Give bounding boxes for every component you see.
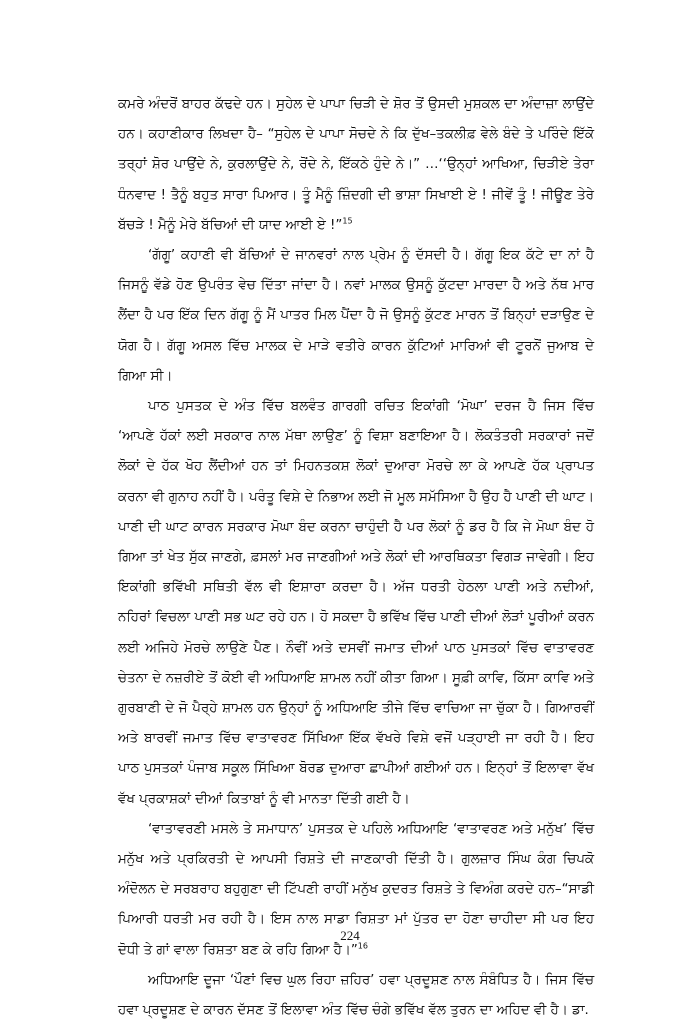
paragraph: ਪਾਠ ਪੁਸਤਕ ਦੇ ਅੰਤ ਵਿੱਚ ਬਲਵੰਤ ਗਾਰਗੀ ਰਚਿਤ ਇਕਾਂਗੀ ‘ਮੋਘਾ’ ਦਰਜ ਹੈ ਜਿਸ ਵਿੱਚ ‘ਆਪਣੇ ਹੱਕਾਂ ਲਈ ਸਰਕਾਰ ਨਾਲ ਮੱਥਾ ਲਾਉਣ’ ਨੂੰ ਵਿਸ਼ਾ ਬਣਾਇਆ ਹੈ। ਲੋਕਤੰਤਰੀ ਸਰਕਾਰਾਂ ਜਦੋਂ ਲੋਕਾਂ ਦੇ ਹੱਕ ਖੋਹ ਲੈਂਦੀਆਂ ਹਨ ਤਾਂ ਮਿਹਨਤਕਸ਼ ਲੋਕਾਂ ਦੁਆਰਾ ਮੋਰਚੇ ਲਾ ਕੇ ਆਪਣੇ ਹੱਕ ਪ੍ਰਾਪਤ ਕਰਨਾ ਵੀ ਗੁਨਾਹ ਨਹੀਂ ਹੈ। ਪਰੰਤੂ ਵਿਸ਼ੇ ਦੇ ਨਿਭਾਅ ਲਈ ਜੋ ਮੂਲ ਸਮੱਸਿਆ ਹੈ ਉਹ ਹੈ ਪਾਣੀ ਦੀ ਘਾਟ। ਪਾਣੀ ਦੀ ਘਾਟ ਕਾਰਨ ਸਰਕਾਰ ਮੋਘਾ ਬੰਦ ਕਰਨਾ ਚਾਹੁੰਦੀ ਹੈ ਪਰ ਲੋਕਾਂ ਨੂੰ ਡਰ ਹੈ ਕਿ ਜੇ ਮੋਘਾ ਬੰਦ ਹੋ ਗਿਆ ਤਾਂ ਖੇਤ ਸੁੱਕ ਜਾਣਗੇ, ਫ਼ਸਲਾਂ ਮਰ ਜਾਣਗੀਆਂ ਅਤੇ ਲੋਕਾਂ ਦੀ ਆਰਥਿਕਤਾ ਵਿਗੜ ਜਾਵੇਗੀ। ਇਹ ਇਕਾਂਗੀ ਭਵਿੱਖੀ ਸਥਿਤੀ ਵੱਲ ਵੀ ਇਸ਼ਾਰਾ ਕਰਦਾ ਹੈ। ਅੱਜ ਧਰਤੀ ਹੇਠਲਾ ਪਾਣੀ ਅਤੇ ਨਦੀਆਂ, ਨਹਿਰਾਂ ਵਿਚਲਾ ਪਾਣੀ ਸਭ ਘਟ ਰਹੇ ਹਨ। ਹੋ ਸਕਦਾ ਹੈ ਭਵਿੱਖ ਵਿੱਚ ਪਾਣੀ ਦੀਆਂ ਲੋੜਾਂ ਪੂਰੀਆਂ ਕਰਨ ਲਈ ਅਜਿਹੇ ਮੋਰਚੇ ਲਾਉਣੇ ਪੈਣ। ਨੌਵੀਂ ਅਤੇ ਦਸਵੀਂ ਜਮਾਤ ਦੀਆਂ ਪਾਠ ਪੁਸਤਕਾਂ ਵਿੱਚ ਵਾਤਾਵਰਣ ਚੇਤਨਾ ਦੇ ਨਜ਼ਰੀਏ ਤੋਂ ਕੋਈ ਵੀ ਅਧਿਆਇ ਸ਼ਾਮਲ ਨਹੀਂ ਕੀਤਾ ਗਿਆ। ਸੂਫ਼ੀ ਕਾਵਿ, ਕਿੱਸਾ ਕਾਵਿ ਅਤੇ ਗੁਰਬਾਣੀ ਦੇ ਜੋ ਪੈਰ੍ਹੇ ਸ਼ਾਮਲ ਹਨ ਉਨ੍ਹਾਂ ਨੂੰ ਅਧਿਆਇ ਤੀਜੇ ਵਿੱਚ ਵਾਚਿਆ ਜਾ ਚੁੱਕਾ ਹੈ। ਗਿਆਰਵੀਂ ਅਤੇ ਬਾਰਵੀਂ ਜਮਾਤ ਵਿੱਚ ਵਾਤਾਵਰਣ ਸਿੱਖਿਆ ਇੱਕ ਵੱਖਰੇ ਵਿਸ਼ੇ ਵਜੋਂ ਪੜ੍ਹਾਈ ਜਾ ਰਹੀ ਹੈ। ਇਹ ਪਾਠ ਪੁਸਤਕਾਂ ਪੰਜਾਬ ਸਕੂਲ ਸਿੱਖਿਆ ਬੋਰਡ ਦੁਆਰਾ ਛਾਪੀਆਂ ਗਈਆਂ ਹਨ। ਇਨ੍ਹਾਂ ਤੋਂ ਇਲਾਵਾ ਵੱਖ ਵੱਖ ਪ੍ਰਕਾਸ਼ਕਾਂ ਦੀਆਂ ਕਿਤਾਬਾਂ ਨੂੰ ਵੀ ਮਾਨਤਾ ਦਿੱਤੀ ਗਈ ਹੈ।	[118, 399, 594, 807]
footnote-ref: 16	[357, 941, 368, 951]
footnote-ref: 15	[342, 216, 353, 226]
page-number: 224	[340, 928, 360, 943]
paragraph: ‘ਵਾਤਾਵਰਣੀ ਮਸਲੇ ਤੇ ਸਮਾਧਾਨ’ ਪੁਸਤਕ ਦੇ ਪਹਿਲੇ ਅਧਿਆਇ ‘ਵਾਤਾਵਰਣ ਅਤੇ ਮਨੁੱਖ’ ਵਿੱਚ ਮਨੁੱਖ ਅਤੇ ਪ੍ਰਕਿਰਤੀ ਦੇ ਆਪਸੀ ਰਿਸ਼ਤੇ ਦੀ ਜਾਣਕਾਰੀ ਦਿੱਤੀ ਹੈ। ਗੁਲਜ਼ਾਰ ਸਿੰਘ ਕੰਗ ਚਿਪਕੋ ਅੰਦੋਲਨ ਦੇ ਸਰਬਰਾਹ ਬਹੁਗੁਣਾ ਦੀ ਟਿੱਪਣੀ ਰਾਹੀਂ ਮਨੁੱਖ ਕੁਦਰਤ ਰਿਸ਼ਤੇ ਤੇ ਵਿਅੰਗ ਕਰਦੇ ਹਨ–“ਸਾਡੀ ਪਿਆਰੀ ਧਰਤੀ ਮਰ ਰਹੀ ਹੈ। ਇਸ ਨਾਲ ਸਾਡਾ ਰਿਸ਼ਤਾ ਮਾਂ ਪੁੱਤਰ ਦਾ ਹੋਣਾ ਚਾਹੀਦਾ ਸੀ ਪਰ ਇਹ ਦੋਧੀ ਤੇ ਗਾਂ ਵਾਲਾ ਰਿਸ਼ਤਾ ਬਣ ਕੇ ਰਹਿ ਗਿਆ ਹੈ।”$^{16}$	[118, 821, 594, 958]
body-text	[118, 90, 594, 1026]
paragraph: ‘ਗੱਗੂ’ ਕਹਾਣੀ ਵੀ ਬੱਚਿਆਂ ਦੇ ਜਾਨਵਰਾਂ ਨਾਲ ਪ੍ਰੇਮ ਨੂੰ ਦੱਸਦੀ ਹੈ। ਗੱਗੂ ਇਕ ਕੱਟੇ ਦਾ ਨਾਂ ਹੈ ਜਿਸਨੂੰ ਵੱਡੇ ਹੋਣ ਉਪਰੰਤ ਵੇਚ ਦਿੱਤਾ ਜਾਂਦਾ ਹੈ। ਨਵਾਂ ਮਾਲਕ ਉਸਨੂੰ ਕੁੱਟਦਾ ਮਾਰਦਾ ਹੈ ਅਤੇ ਨੱਥ ਮਾਰ ਲੈਂਦਾ ਹੈ ਪਰ ਇੱਕ ਦਿਨ ਗੱਗੂ ਨੂੰ ਮੈਂ ਪਾਤਰ ਮਿਲ ਪੈਂਦਾ ਹੈ ਜੋ ਉਸਨੂੰ ਕੁੱਟਣ ਮਾਰਨ ਤੋਂ ਬਿਨ੍ਹਾਂ ਦੜਾਉਣ ਦੇ ਯੋਗ ਹੈ। ਗੱਗੂ ਅਸਲ ਵਿੱਚ ਮਾਲਕ ਦੇ ਮਾੜੇ ਵਤੀਰੇ ਕਾਰਨ ਕੁੱਟਿਆਂ ਮਾਰਿਆਂ ਵੀ ਟੂਰਨੋਂ ਜੁਆਬ ਦੇ ਗਿਆ ਸੀ।	[118, 248, 594, 384]
paragraph: ਕਮਰੇ ਅੰਦਰੋਂ ਬਾਹਰ ਕੱਢਦੇ ਹਨ। ਸੁਹੇਲ ਦੇ ਪਾਪਾ ਚਿੜੀ ਦੇ ਸ਼ੋਰ ਤੋਂ ਉਸਦੀ ਮੁਸ਼ਕਲ ਦਾ ਅੰਦਾਜ਼ਾ ਲਾਉਂਦੇ ਹਨ। ਕਹਾਣੀਕਾਰ ਲਿਖਦਾ ਹੈ– “ਸੁਹੇਲ ਦੇ ਪਾਪਾ ਸੋਚਦੇ ਨੇ ਕਿ ਦੁੱਖ–ਤਕਲੀਫ਼ ਵੇਲੇ ਬੰਦੇ ਤੇ ਪਰਿੰਦੇ ਇੱਕੋ ਤਰ੍ਹਾਂ ਸ਼ੋਰ ਪਾਉਂਦੇ ਨੇ, ਕੁਰਲਾਉਂਦੇ ਨੇ, ਰੋਂਦੇ ਨੇ, ਇੱਕਠੇ ਹੁੰਦੇ ਨੇ।” …‘‘ਉਨ੍ਹਾਂ ਆਖਿਆ, ਚਿੜੀਏ ਤੇਰਾ ਧੰਨਵਾਦ ! ਤੈਨੂੰ ਬਹੁਤ ਸਾਰਾ ਪਿਆਰ। ਤੂੰ ਮੈਨੂੰ ਜ਼ਿੰਦਗੀ ਦੀ ਭਾਸ਼ਾ ਸਿਖਾਈ ਏ ! ਜੀਵੇਂ ਤੂੰ ! ਜੀਊਣ ਤੇਰੇ ਬੱਚੜੇ ! ਮੈਨੂੰ ਮੇਰੇ ਬੱਚਿਆਂ ਦੀ ਯਾਦ ਆਈ ਏ !”$^{15}$	[118, 97, 594, 233]
paragraph: ਅਧਿਆਇ ਦੂਜਾ ‘ਪੌਣਾਂ ਵਿਚ ਘੁਲ ਰਿਹਾ ਜ਼ਹਿਰ’ ਹਵਾ ਪ੍ਰਦੂਸ਼ਣ ਨਾਲ ਸੰਬੰਧਿਤ ਹੈ। ਜਿਸ ਵਿੱਚ ਹਵਾ ਪ੍ਰਦੂਸ਼ਣ ਦੇ ਕਾਰਨ ਦੱਸਣ ਤੋਂ ਇਲਾਵਾ ਅੰਤ ਵਿੱਚ ਚੰਗੇ ਭਵਿੱਖ ਵੱਲ ਤੁਰਨ ਦਾ ਅਹਿਦ ਵੀ ਹੈ। ਡਾ.	[118, 972, 594, 1019]
